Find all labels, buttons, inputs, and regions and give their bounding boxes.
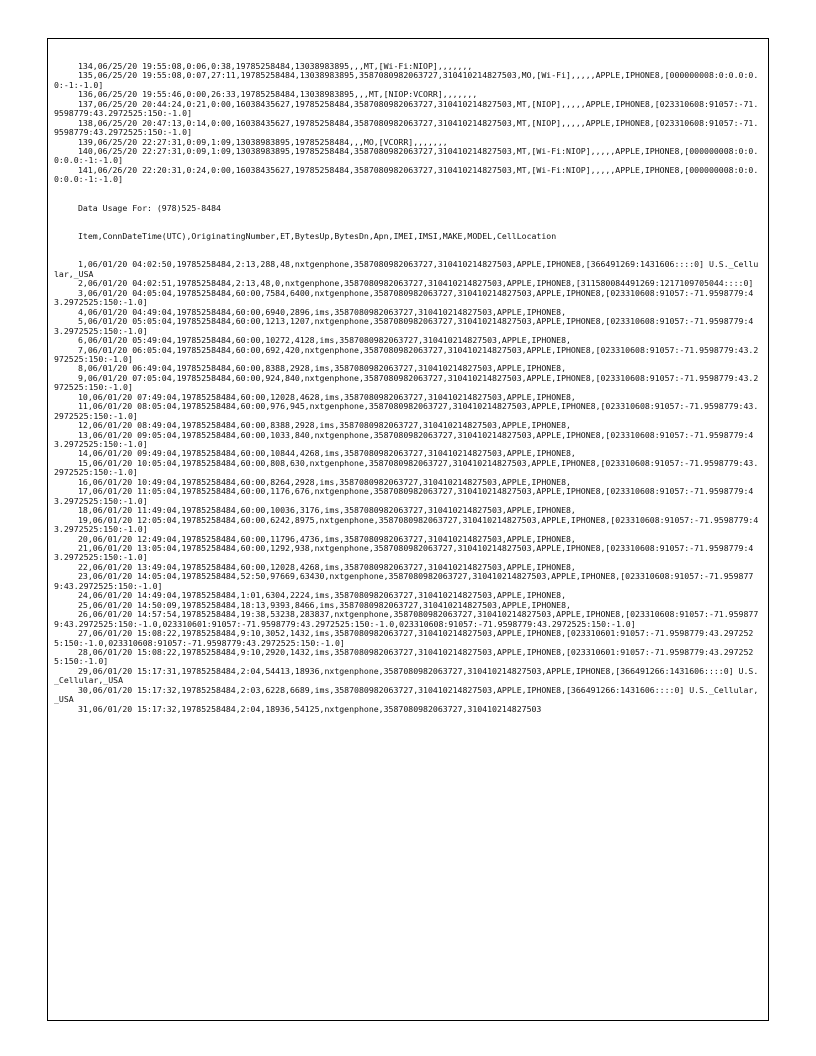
- data-record-line: 2,06/01/20 04:02:51,19785258484,2:13,48,0,nxtgenphone,3587080982063727,310410214827503,APPLE,IPHONE8,[311580084491269:1217109705044::::0]: [78, 278, 754, 289]
- call-record-line: 139,06/25/20 22:27:31,0:09,1:09,13038983895,19785258484,,,MO,[VCORR],,,,,,,: [78, 136, 448, 147]
- document-page: [47, 38, 769, 1021]
- data-record-line: 18,06/01/20 11:49:04,19785258484,60:00,10036,3176,ims,3587080982063727,310410214827503,APPLE,IPHONE8,: [78, 505, 576, 516]
- data-record-line: 29,06/01/20 15:17:31,19785258484,2:04,54413,18936,nxtgenphone,3587080982063727,310410214827503,APPLE,IPHONE8,[366491266:1431606::::0] U.S._Cellular,_USA: [54, 665, 759, 686]
- data-record-line: 17,06/01/20 11:05:04,19785258484,60:00,1176,676,nxtgenphone,3587080982063727,310410214827503,APPLE,IPHONE8,[023310608:91057:-71.9598779:43.2972525:150:-1.0]: [54, 486, 754, 506]
- record-listing: [54, 43, 762, 733]
- data-record-line: 15,06/01/20 10:05:04,19785258484,60:00,808,630,nxtgenphone,3587080982063727,310410214827503,APPLE,IPHONE8,[023310608:91057:-71.9598779:43.2972525:150:-1.0]: [54, 457, 759, 478]
- call-record-line: 140,06/25/20 22:27:31,0:09,1:09,13038983895,19785258484,3587080982063727,310410214827503,MT,[Wi-Fi:NIOP],,,,,APPLE,IPHONE8,[000000008:0:0.0:0.0:-1:-1.0]: [54, 145, 759, 166]
- data-record-line: 11,06/01/20 08:05:04,19785258484,60:00,976,945,nxtgenphone,3587080982063727,310410214827503,APPLE,IPHONE8,[023310608:91057:-71.9598779:43.2972525:150:-1.0]: [54, 401, 759, 421]
- call-record-line: 141,06/26/20 22:20:31,0:24,0:00,16038435627,19785258484,3587080982063727,310410214827503,MT,[Wi-Fi:NIOP],,,,,APPLE,IPHONE8,[000000008:0:0.0:0.0:-1:-1.0]: [54, 164, 759, 185]
- data-record-line: 30,06/01/20 15:17:32,19785258484,2:03,6228,6689,ims,3587080982063727,310410214827503,APPLE,IPHONE8,[366491266:1431606::::0] U.S._Cellular,_USA: [54, 684, 759, 705]
- call-record-line: 136,06/25/20 19:55:46,0:00,26:33,19785258484,13038983895,,,MT,[NIOP:VCORR],,,,,,,: [78, 89, 478, 100]
- data-record-line: 1,06/01/20 04:02:50,19785258484,2:13,288,48,nxtgenphone,3587080982063727,310410214827503,APPLE,IPHONE8,[366491269:1431606::::0] U.S._Cellular,_USA: [54, 259, 759, 279]
- data-record-line: 16,06/01/20 10:49:04,19785258484,60:00,8264,2928,ims,3587080982063727,310410214827503,APPLE,IPHONE8,: [78, 476, 571, 487]
- data-record-line: 24,06/01/20 14:49:04,19785258484,1:01,6304,2224,ims,3587080982063727,310410214827503,APPLE,IPHONE8,: [78, 590, 566, 601]
- data-record-line: 26,06/01/20 14:57:54,19785258484,19:38,53238,283837,nxtgenphone,3587080982063727,310410214827503,APPLE,IPHONE8,[023310608:91057:-71.9598779:43.2972525:150:-1.0,023310601:91057:-71.9598779:43.2972525:150:-1.0,023310608:91057:-71.9598779:43.2972525:150:-1.0]: [54, 609, 759, 629]
- data-usage-header: Item,ConnDateTime(UTC),OriginatingNumber,ET,BytesUp,BytesDn,Apn,IMEI,IMSI,MAKE,MODEL,CellLocation: [78, 231, 557, 242]
- data-record-line: 14,06/01/20 09:49:04,19785258484,60:00,10844,4268,ims,3587080982063727,310410214827503,APPLE,IPHONE8,: [78, 448, 576, 459]
- data-record-line: 21,06/01/20 13:05:04,19785258484,60:00,1292,938,nxtgenphone,3587080982063727,310410214827503,APPLE,IPHONE8,[023310608:91057:-71.9598779:43.2972525:150:-1.0]: [54, 543, 754, 563]
- call-record-line: 134,06/25/20 19:55:08,0:06,0:38,19785258484,13038983895,,,MT,[Wi-Fi:NIOP],,,,,,,: [78, 60, 473, 71]
- data-record-line: 7,06/01/20 06:05:04,19785258484,60:00,692,420,nxtgenphone,3587080982063727,310410214827503,APPLE,IPHONE8,[023310608:91057:-71.9598779:43.2972525:150:-1.0]: [54, 344, 759, 364]
- data-record-line: 25,06/01/20 14:50:09,19785258484,18:13,9393,8466,ims,3587080982063727,310410214827503,APPLE,IPHONE8,: [78, 599, 571, 610]
- data-record-line: 22,06/01/20 13:49:04,19785258484,60:00,12028,4268,ims,3587080982063727,310410214827503,APPLE,IPHONE8,: [78, 561, 576, 572]
- call-records: [54, 62, 762, 185]
- data-records: [54, 260, 762, 714]
- data-record-line: 19,06/01/20 12:05:04,19785258484,60:00,6242,8975,nxtgenphone,3587080982063727,310410214827503,APPLE,IPHONE8,[023310608:91057:-71.9598779:43.2972525:150:-1.0]: [54, 514, 759, 535]
- data-record-line: 23,06/01/20 14:05:04,19785258484,52:50,97669,63430,nxtgenphone,3587080982063727,310410214827503,APPLE,IPHONE8,[023310608:91057:-71.9598779:43.2972525:150:-1.0]: [54, 571, 754, 591]
- data-record-line: 12,06/01/20 08:49:04,19785258484,60:00,8388,2928,ims,3587080982063727,310410214827503,APPLE,IPHONE8,: [78, 420, 571, 431]
- data-record-line: 20,06/01/20 12:49:04,19785258484,60:00,11796,4736,ims,3587080982063727,310410214827503,APPLE,IPHONE8,: [78, 533, 576, 544]
- data-record-line: 6,06/01/20 05:49:04,19785258484,60:00,10272,4128,ims,3587080982063727,310410214827503,APPLE,IPHONE8,: [78, 335, 571, 346]
- data-record-line: 10,06/01/20 07:49:04,19785258484,60:00,12028,4628,ims,3587080982063727,310410214827503,APPLE,IPHONE8,: [78, 391, 576, 402]
- data-record-line: 13,06/01/20 09:05:04,19785258484,60:00,1033,840,nxtgenphone,3587080982063727,310410214827503,APPLE,IPHONE8,[023310608:91057:-71.9598779:43.2972525:150:-1.0]: [54, 429, 754, 450]
- data-record-line: 31,06/01/20 15:17:32,19785258484,2:04,18936,54125,nxtgenphone,3587080982063727,310410214827503: [78, 703, 542, 714]
- call-record-line: 135,06/25/20 19:55:08,0:07,27:11,19785258484,13038983895,3587080982063727,310410214827503,MO,[Wi-Fi],,,,,APPLE,IPHONE8,[000000008:0:0.0:0.0:-1:-1.0]: [54, 70, 759, 90]
- call-record-line: 138,06/25/20 20:47:13,0:14,0:00,16038435627,19785258484,3587080982063727,310410214827503,MT,[NIOP],,,,,APPLE,IPHONE8,[023310608:91057:-71.9598779:43.2972525:150:-1.0]: [54, 117, 759, 138]
- data-record-line: 9,06/01/20 07:05:04,19785258484,60:00,924,840,nxtgenphone,3587080982063727,310410214827503,APPLE,IPHONE8,[023310608:91057:-71.9598779:43.2972525:150:-1.0]: [54, 372, 759, 393]
- call-record-line: 137,06/25/20 20:44:24,0:21,0:00,16038435627,19785258484,3587080982063727,310410214827503,MT,[NIOP],,,,,APPLE,IPHONE8,[023310608:91057:-71.9598779:43.2972525:150:-1.0]: [54, 98, 759, 119]
- data-record-line: 28,06/01/20 15:08:22,19785258484,9:10,2920,1432,ims,3587080982063727,310410214827503,APPLE,IPHONE8,[023310601:91057:-71.9598779:43.2972525:150:-1.0]: [54, 647, 754, 667]
- data-record-line: 4,06/01/20 04:49:04,19785258484,60:00,6940,2896,ims,3587080982063727,310410214827503,APPLE,IPHONE8,: [78, 306, 566, 317]
- data-record-line: 8,06/01/20 06:49:04,19785258484,60:00,8388,2928,ims,3587080982063727,310410214827503,APPLE,IPHONE8,: [78, 363, 566, 374]
- data-usage-title: Data Usage For: (978)525-8484: [78, 202, 221, 213]
- data-record-line: 27,06/01/20 15:08:22,19785258484,9:10,3052,1432,ims,3587080982063727,310410214827503,APPLE,IPHONE8,[023310601:91057:-71.9598779:43.2972525:150:-1.0,023310608:91057:-71.9598779:43.2972525:150:-1.0]: [54, 628, 754, 648]
- data-record-line: 5,06/01/20 05:05:04,19785258484,60:00,1213,1207,nxtgenphone,3587080982063727,310410214827503,APPLE,IPHONE8,[023310608:91057:-71.9598779:43.2972525:150:-1.0]: [54, 316, 754, 336]
- data-record-line: 3,06/01/20 04:05:04,19785258484,60:00,7584,6400,nxtgenphone,3587080982063727,310410214827503,APPLE,IPHONE8,[023310608:91057:-71.9598779:43.2972525:150:-1.0]: [54, 287, 754, 308]
